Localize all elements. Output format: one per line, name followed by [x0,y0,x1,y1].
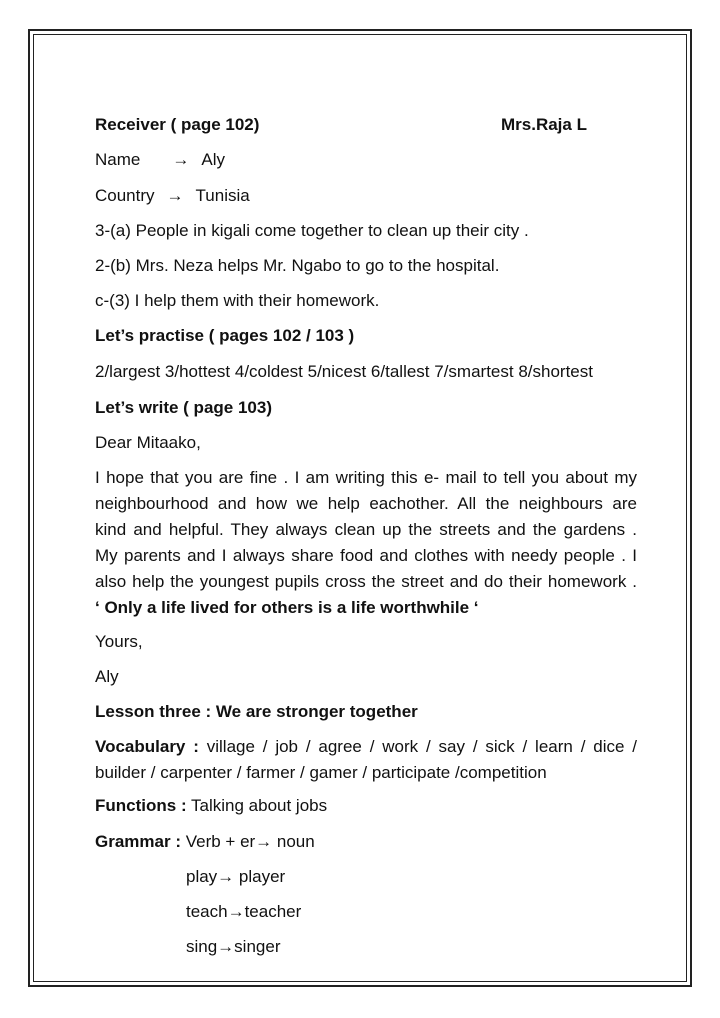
name-label: Name [95,150,141,169]
functions-value: Talking about jobs [191,796,328,815]
letter-closing: Yours, [95,632,143,651]
practise-heading: Let’s practise ( pages 102 / 103 ) [95,326,355,345]
vocabulary-line [95,734,637,760]
answer-line: c-(3) I help them with their homework. [95,291,380,310]
functions-row [95,793,327,819]
grammar-label: Grammar : [95,832,181,851]
grammar-value: Verb + er→ noun [185,832,315,851]
country-row [95,183,250,209]
letter-greeting: Dear Mitaako, [95,433,201,452]
teacher-name: Mrs.Raja L [501,115,587,134]
country-value: Tunisia [195,186,250,205]
country-label: Country [95,186,155,205]
letter-body-line: kind and helpful. They always clean up the streets and the gardens . [95,520,637,539]
right-arrow-icon: → [166,186,184,205]
letter-body-line: also help the youngest pupils cross the street and do their homework . [95,572,637,591]
functions-label: Functions : [95,796,187,815]
vocabulary-block [95,734,637,786]
grammar-example: sing→singer [186,937,281,956]
letter-quote: ‘ Only a life lived for others is a life worthwhile ‘ [95,598,479,617]
grammar-row [95,829,315,855]
vocabulary-label: Vocabulary : [95,737,199,756]
letter-body-line: I hope that you are fine . I am writing this e- mail to tell you about my [95,468,637,487]
letter-body [95,465,637,595]
vocabulary-words: village / job / agree / work / say / sick / learn / dice / [206,737,637,756]
right-arrow-icon: → [172,150,190,169]
answer-line: 3-(a) People in kigali come together to clean up their city . [95,221,529,240]
letter-body-line: neighbourhood and how we help eachother. All the neighbours are [95,494,637,513]
vocabulary-line: builder / carpenter / farmer / gamer / participate /competition [95,763,547,782]
name-row [95,147,225,173]
name-value: Aly [201,150,225,169]
answer-line: 2-(b) Mrs. Neza helps Mr. Ngabo to go to the hospital. [95,256,500,275]
letter-signature: Aly [95,667,119,686]
letter-body-line: My parents and I always share food and clothes with needy people . I [95,546,637,565]
header-title: Receiver ( page 102) [95,115,260,134]
practise-answer: 2/largest 3/hottest 4/coldest 5/nicest 6/tallest 7/smartest 8/shortest [95,362,593,381]
grammar-example: play→ player [186,867,286,886]
lesson-title: Lesson three : We are stronger together [95,702,418,721]
write-heading: Let’s write ( page 103) [95,398,272,417]
grammar-example: teach→teacher [186,902,302,921]
